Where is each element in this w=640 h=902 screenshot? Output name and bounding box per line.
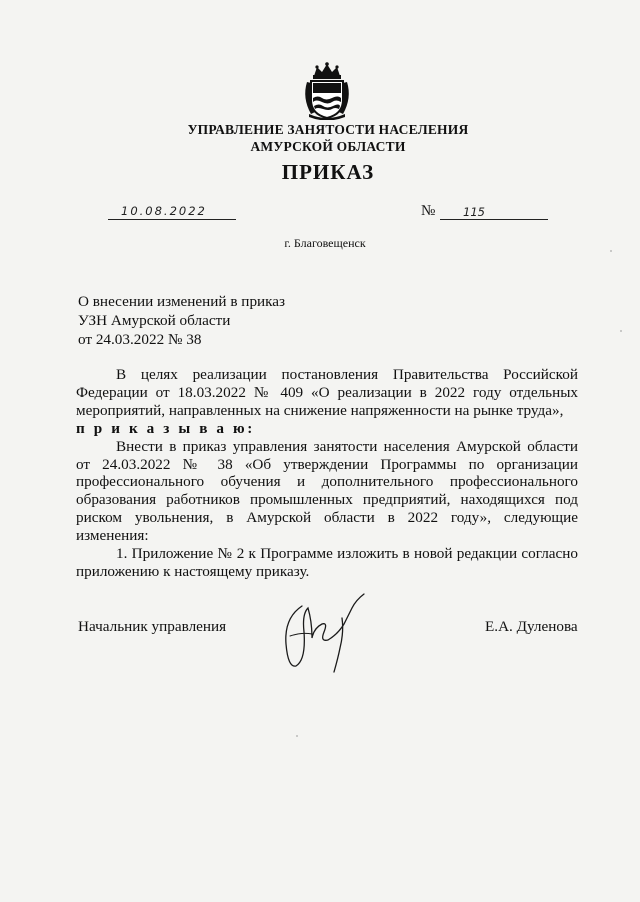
- signatory-position: Начальник управления: [78, 618, 227, 635]
- subject-line2: УЗН Амурской области: [78, 312, 231, 329]
- number-underline: [440, 219, 548, 220]
- date-underline: [108, 219, 236, 220]
- subject-line1: О внесении изменений в приказ: [78, 293, 286, 310]
- order-number: 115: [463, 205, 485, 219]
- order-item-1: 1. Приложение № 2 к Программе изложить в новой редакции согласно приложению к настоящему приказу.: [76, 545, 578, 580]
- organization-name-line1: УПРАВЛЕНИЕ ЗАНЯТОСТИ НАСЕЛЕНИЯ: [187, 122, 469, 137]
- order-paragraph: Внести в приказ управления занятости населения Амурской области от 24.03.2022 № 38 «Об утверждении Программы по организации профессионального обучения и дополнительного профессионального образования работников промышленных предприятий, находящихся под риском увольнения, в Амурской области в 2022 году», следующие изменения:: [76, 437, 578, 545]
- handwritten-signature: [272, 588, 372, 676]
- organization-name-line2: АМУРСКОЙ ОБЛАСТИ: [250, 139, 406, 154]
- document-title: ПРИКАЗ: [281, 160, 375, 184]
- scan-speck: [296, 735, 298, 737]
- signatory-name: Е.А. Дуленова: [485, 618, 578, 635]
- order-word: п р и к а з ы в а ю:: [76, 419, 255, 437]
- number-label: №: [421, 203, 436, 219]
- order-date: 10.08.2022: [121, 204, 207, 218]
- scan-speck: [620, 330, 622, 332]
- document-body: [76, 366, 578, 581]
- preamble-paragraph: В целях реализации постановления Правительства Российской Федерации от 18.03.2022 № 409 «О реализации в 2022 году отдельных мероприятий, направленных на снижение напряженности на рынке труда»,: [76, 366, 578, 419]
- subject-line3: от 24.03.2022 № 38: [78, 331, 202, 348]
- coat-of-arms-emblem: [301, 62, 353, 120]
- scan-speck: [610, 250, 612, 252]
- city-label: г. Благовещенск: [284, 236, 366, 250]
